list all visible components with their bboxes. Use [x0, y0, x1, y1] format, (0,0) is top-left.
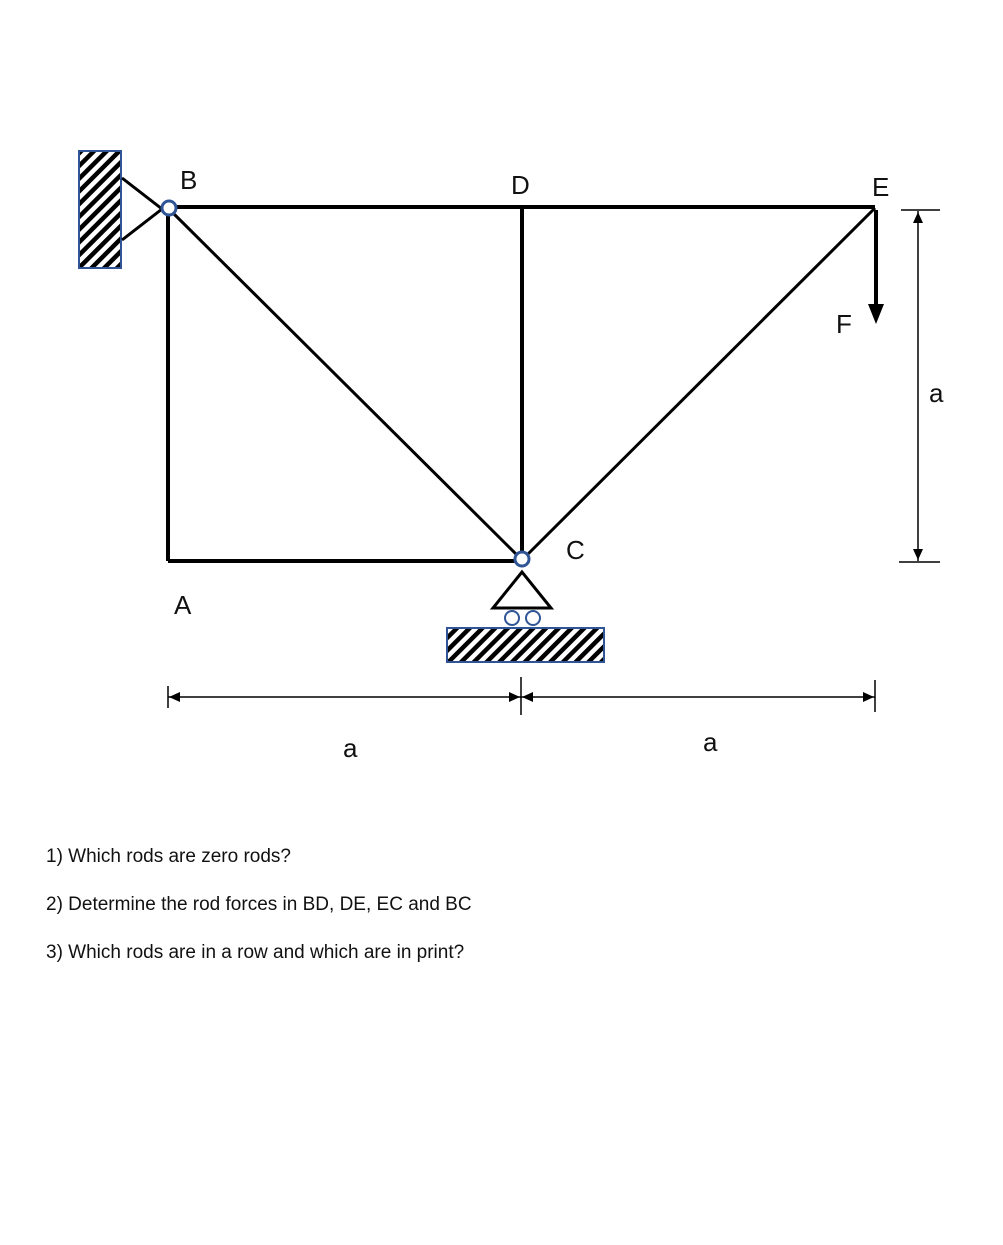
load-label: F [836, 309, 852, 339]
dim-label-vertical: a [929, 378, 944, 408]
member-CE [524, 208, 875, 558]
wall-pin-bracket [122, 178, 162, 240]
roller-wheel-left [505, 611, 519, 625]
question-1: 1) Which rods are zero rods? [46, 846, 291, 867]
dim-arrow-left-icon [169, 692, 180, 702]
node-label-A: A [174, 590, 192, 620]
wall-support [79, 151, 162, 268]
wall-hatch [79, 151, 121, 268]
dim-label-left: a [343, 733, 358, 763]
dim-arrow-bottom-icon [913, 549, 923, 560]
truss-members [168, 207, 875, 561]
dim-label-right: a [703, 727, 718, 757]
ground-hatch [447, 628, 604, 662]
member-BC [170, 210, 520, 558]
question-list [46, 840, 946, 984]
node-label-C: C [566, 535, 585, 565]
node-label-B: B [180, 165, 198, 195]
dim-arrow-middle-left-icon [509, 692, 520, 702]
roller-triangle [493, 572, 551, 608]
dim-arrow-top-icon [913, 212, 923, 223]
question-2: 2) Determine the rod forces in BD, DE, EC and BC [46, 894, 472, 915]
roller-wheel-right [526, 611, 540, 625]
load-arrow [868, 210, 884, 324]
dim-arrow-middle-right-icon [522, 692, 533, 702]
question-3: 3) Which rods are in a row and which are in print? [46, 942, 465, 963]
node-label-E: E [872, 172, 890, 202]
horizontal-dimension [168, 677, 875, 715]
dim-arrow-right-icon [863, 692, 874, 702]
pin-B [162, 201, 176, 215]
pin-C [515, 552, 529, 566]
roller-support [447, 572, 604, 662]
load-arrowhead-icon [868, 304, 884, 324]
node-label-D: D [511, 170, 530, 200]
